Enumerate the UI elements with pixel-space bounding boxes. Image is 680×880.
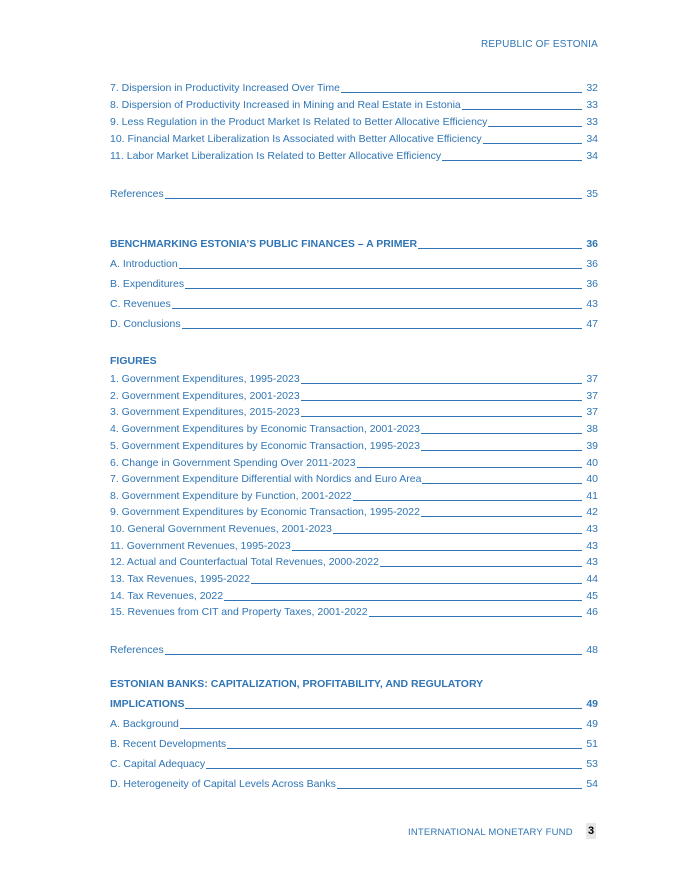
toc-entry[interactable]: [110, 99, 598, 112]
toc-entry-page: 47: [586, 318, 598, 330]
dot-leader: [227, 748, 582, 749]
toc-entry-page: 42: [586, 506, 598, 518]
toc-entry-page: 51: [586, 738, 598, 750]
toc-entry-label: B. Recent Developments: [110, 738, 227, 750]
toc-entry-page: 36: [586, 278, 598, 290]
toc-entry-page: 45: [586, 590, 598, 602]
toc-entry[interactable]: [110, 258, 598, 271]
toc-entry[interactable]: [110, 390, 598, 403]
toc-entry-label: 5. Government Expenditures by Economic Transaction, 1995-2023: [110, 440, 420, 452]
toc-entry[interactable]: [110, 573, 598, 586]
toc-entry-page: 33: [586, 116, 598, 128]
toc-entry-page: 43: [586, 298, 598, 310]
dot-leader: [418, 248, 582, 249]
dot-leader: [251, 583, 582, 584]
dot-leader: [165, 654, 582, 655]
page-number: 3: [587, 825, 595, 837]
toc-entry-page: 40: [586, 457, 598, 469]
dot-leader: [179, 268, 582, 269]
toc-entry-label: 15. Revenues from CIT and Property Taxes, 2001-2022: [110, 606, 368, 618]
toc-entry[interactable]: [110, 406, 598, 419]
toc-entry-page: 46: [586, 606, 598, 618]
toc-entry-label: 11. Government Revenues, 1995-2023: [110, 540, 291, 552]
toc-entry-label: References: [110, 188, 164, 200]
toc-entry[interactable]: [110, 778, 598, 791]
toc-entry[interactable]: [110, 606, 598, 619]
toc-entry-page: 32: [586, 82, 598, 94]
dot-leader: [185, 288, 582, 289]
toc-entry-page: 33: [586, 99, 598, 111]
toc-entry-page: 49: [586, 718, 598, 730]
toc-section-title-line1[interactable]: ESTONIAN BANKS: CAPITALIZATION, PROFITABILITY, AND REGULATORY: [110, 678, 484, 690]
toc-section-title[interactable]: [110, 698, 598, 711]
toc-entry[interactable]: [110, 423, 598, 436]
dot-leader: [421, 516, 582, 517]
toc-entry-label: 12. Actual and Counterfactual Total Revenues, 2000-2022: [110, 556, 379, 568]
dot-leader: [353, 500, 582, 501]
dot-leader: [442, 160, 582, 161]
toc-section-title-label: IMPLICATIONS: [110, 698, 185, 710]
toc-entry-label: 8. Government Expenditure by Function, 2001-2022: [110, 490, 352, 502]
dot-leader: [292, 550, 582, 551]
toc-entry[interactable]: [110, 278, 598, 291]
toc-entry-page: 49: [586, 698, 598, 710]
toc-entry-label: 2. Government Expenditures, 2001-2023: [110, 390, 300, 402]
dot-leader: [182, 328, 582, 329]
toc-entry[interactable]: [110, 318, 598, 331]
dot-leader: [301, 400, 582, 401]
toc-section-title[interactable]: [110, 238, 598, 251]
toc-entry[interactable]: [110, 523, 598, 536]
toc-entry[interactable]: [110, 440, 598, 453]
toc-entry-label: References: [110, 644, 164, 656]
toc-entry[interactable]: [110, 490, 598, 503]
toc-section-title-label: BENCHMARKING ESTONIA’S PUBLIC FINANCES – A PRIMER: [110, 238, 418, 250]
toc-entry-page: 38: [586, 423, 598, 435]
toc-entry-page: 36: [586, 238, 598, 250]
toc-entry-label: 13. Tax Revenues, 1995-2022: [110, 573, 250, 585]
toc-entry-references[interactable]: [110, 188, 598, 201]
toc-entry[interactable]: [110, 373, 598, 386]
dot-leader: [185, 708, 582, 709]
dot-leader: [357, 467, 582, 468]
toc-entry-page: 37: [586, 390, 598, 402]
footer-publisher: INTERNATIONAL MONETARY FUND: [408, 827, 573, 838]
toc-entry[interactable]: [110, 457, 598, 470]
dot-leader: [301, 416, 582, 417]
dot-leader: [337, 788, 582, 789]
toc-entry[interactable]: [110, 540, 598, 553]
toc-entry-page: 44: [586, 573, 598, 585]
toc-entry-page: 54: [586, 778, 598, 790]
toc-entry-page: 40: [586, 473, 598, 485]
toc-entry-label: 4. Government Expenditures by Economic Transaction, 2001-2023: [110, 423, 420, 435]
toc-entry-page: 43: [586, 540, 598, 552]
toc-entry-label: 7. Dispersion in Productivity Increased Over Time: [110, 82, 340, 94]
toc-entry[interactable]: [110, 82, 598, 95]
toc-entry-label: 10. Financial Market Liberalization Is Associated with Better Allocative Efficiency: [110, 133, 482, 145]
toc-entry-page: 48: [586, 644, 598, 656]
toc-entry-page: 53: [586, 758, 598, 770]
toc-entry-label: 14. Tax Revenues, 2022: [110, 590, 224, 602]
toc-entry-label: 10. General Government Revenues, 2001-2023: [110, 523, 332, 535]
toc-entry-page: 37: [586, 373, 598, 385]
dot-leader: [165, 198, 582, 199]
toc-entry-label: 8. Dispersion of Productivity Increased in Mining and Real Estate in Estonia: [110, 99, 461, 111]
toc-entry[interactable]: [110, 590, 598, 603]
toc-entry-label: 1. Government Expenditures, 1995-2023: [110, 373, 300, 385]
toc-entry-page: 34: [586, 150, 598, 162]
toc-entry[interactable]: [110, 150, 598, 163]
toc-entry-label: 11. Labor Market Liberalization Is Related to Better Allocative Efficiency: [110, 150, 442, 162]
toc-entry-label: 9. Government Expenditures by Economic Transaction, 1995-2022: [110, 506, 420, 518]
dot-leader: [333, 533, 582, 534]
toc-entry[interactable]: [110, 506, 598, 519]
dot-leader: [483, 143, 582, 144]
toc-entry-page: 35: [586, 188, 598, 200]
toc-entry-label: A. Background: [110, 718, 179, 730]
dot-leader: [421, 450, 582, 451]
toc-entry-page: 41: [586, 490, 598, 502]
toc-entry-label: 9. Less Regulation in the Product Market Is Related to Better Allocative Efficiency: [110, 116, 488, 128]
dot-leader: [380, 566, 582, 567]
dot-leader: [301, 383, 582, 384]
toc-entry-label: D. Heterogeneity of Capital Levels Across Banks: [110, 778, 336, 790]
toc-entry-page: 37: [586, 406, 598, 418]
toc-entry[interactable]: [110, 556, 598, 569]
toc-entry[interactable]: [110, 473, 598, 486]
dot-leader: [369, 616, 582, 617]
toc-entry-label: B. Expenditures: [110, 278, 185, 290]
dot-leader: [206, 768, 582, 769]
toc-entry-page: 39: [586, 440, 598, 452]
dot-leader: [224, 600, 582, 601]
toc-entry[interactable]: [110, 116, 598, 129]
toc-entry-page: 36: [586, 258, 598, 270]
dot-leader: [341, 92, 582, 93]
toc-entry-label: 6. Change in Government Spending Over 2011-2023: [110, 457, 356, 469]
toc-entry-references[interactable]: [110, 644, 598, 657]
toc-entry-label: D. Conclusions: [110, 318, 181, 330]
toc-entry-page: 43: [586, 556, 598, 568]
dot-leader: [462, 109, 582, 110]
dot-leader: [180, 728, 582, 729]
toc-entry[interactable]: [110, 298, 598, 311]
toc-entry[interactable]: [110, 133, 598, 146]
toc-entry-label: 3. Government Expenditures, 2015-2023: [110, 406, 300, 418]
toc-entry-label: C. Capital Adequacy: [110, 758, 206, 770]
toc-entry-page: 43: [586, 523, 598, 535]
toc-entry-label: 7. Government Expenditure Differential with Nordics and Euro Area: [110, 473, 422, 485]
toc-entry-page: 34: [586, 133, 598, 145]
toc-entry-label: C. Revenues: [110, 298, 171, 310]
toc-entry[interactable]: [110, 758, 598, 771]
dot-leader: [421, 433, 582, 434]
figures-heading: FIGURES: [110, 355, 157, 367]
toc-entry[interactable]: [110, 738, 598, 751]
toc-entry-label: A. Introduction: [110, 258, 178, 270]
dot-leader: [488, 126, 582, 127]
running-header: REPUBLIC OF ESTONIA: [481, 39, 598, 50]
dot-leader: [172, 308, 582, 309]
dot-leader: [422, 483, 582, 484]
toc-entry[interactable]: [110, 718, 598, 731]
